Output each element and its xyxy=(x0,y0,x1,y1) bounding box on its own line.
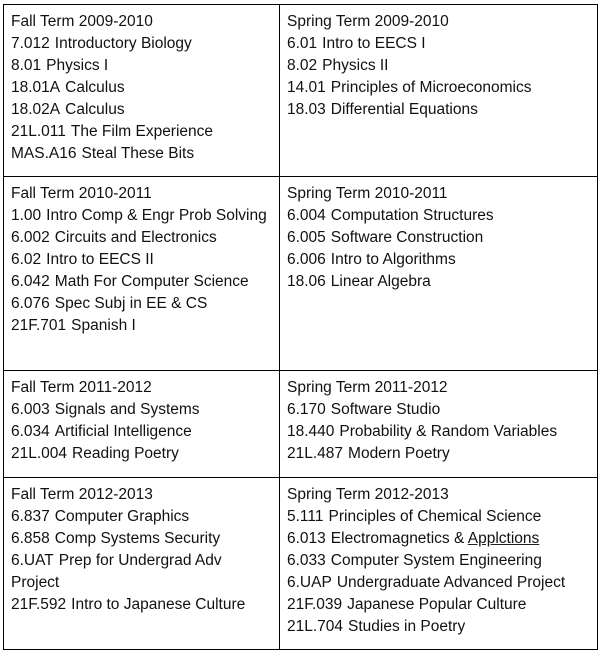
term-title: Fall Term 2010-2011 xyxy=(11,185,152,202)
course-name: Japanese Popular Culture xyxy=(347,596,527,613)
course-name: Studies in Poetry xyxy=(348,618,466,635)
course-entry xyxy=(11,293,273,315)
course-code: 6.UAT xyxy=(11,552,54,569)
course-name: Intro to Algorithms xyxy=(330,251,456,268)
course-code: 21L.004 xyxy=(11,445,68,462)
course-entry xyxy=(11,55,273,77)
fall-term-cell xyxy=(4,177,280,371)
term-title: Spring Term 2009-2010 xyxy=(287,13,449,30)
course-code: 6.UAP xyxy=(287,574,332,591)
term-title: Fall Term 2012-2013 xyxy=(11,486,153,503)
term-title: Spring Term 2010-2011 xyxy=(287,185,448,202)
course-code: 6.005 xyxy=(287,229,326,246)
course-entry xyxy=(11,271,273,293)
course-name: Prep for Undergrad Adv Project xyxy=(11,552,222,591)
course-code: 21L.704 xyxy=(287,618,344,635)
course-name: Linear Algebra xyxy=(330,273,431,290)
spring-term-cell xyxy=(280,177,598,371)
course-entry xyxy=(11,143,273,165)
course-code: 6.170 xyxy=(287,401,326,418)
course-code: 8.02 xyxy=(287,57,318,74)
course-entry xyxy=(287,506,591,528)
course-entry xyxy=(287,55,591,77)
course-entry xyxy=(287,205,591,227)
course-code: 8.01 xyxy=(11,57,42,74)
course-name: Modern Poetry xyxy=(348,445,450,462)
course-code: 21L.011 xyxy=(11,123,66,140)
course-entry xyxy=(11,121,273,143)
course-name: Artificial Intelligence xyxy=(54,423,192,440)
course-name: Intro to EECS I xyxy=(322,35,426,52)
course-name: Electromagnetics & xyxy=(330,530,468,547)
term-title: Spring Term 2012-2013 xyxy=(287,486,449,503)
course-entry xyxy=(11,77,273,99)
course-entry xyxy=(11,506,273,528)
table-row xyxy=(4,371,598,478)
course-entry xyxy=(11,550,273,594)
course-entry xyxy=(11,33,273,55)
course-code: 18.440 xyxy=(287,423,335,440)
fall-term-cell xyxy=(4,5,280,177)
course-entry xyxy=(287,33,591,55)
course-code: 21F.039 xyxy=(287,596,343,613)
course-code: 1.00 xyxy=(11,207,42,224)
course-name: Intro Comp & Engr Prob Solving xyxy=(46,207,267,224)
course-name: Intro to Japanese Culture xyxy=(71,596,246,613)
course-name: Circuits and Electronics xyxy=(54,229,217,246)
course-entry xyxy=(287,271,591,293)
fall-term-cell xyxy=(4,478,280,650)
course-entry xyxy=(287,77,591,99)
course-code: 6.034 xyxy=(11,423,50,440)
course-entry xyxy=(11,227,273,249)
course-entry xyxy=(287,572,591,594)
course-entry xyxy=(11,443,273,465)
course-code: 7.012 xyxy=(11,35,50,52)
course-entry xyxy=(287,227,591,249)
course-name: Spec Subj in EE & CS xyxy=(54,295,208,312)
course-name: Steal These Bits xyxy=(81,145,195,162)
table-row xyxy=(4,5,598,177)
course-name: Physics II xyxy=(322,57,389,74)
course-code: 21L.487 xyxy=(287,445,344,462)
course-name: Computer System Engineering xyxy=(330,552,542,569)
course-code: 18.01A xyxy=(11,79,61,96)
course-name: Principles of Microeconomics xyxy=(330,79,532,96)
course-code: 6.033 xyxy=(287,552,326,569)
course-code: 6.003 xyxy=(11,401,50,418)
course-code: 18.06 xyxy=(287,273,326,290)
course-code: 14.01 xyxy=(287,79,326,96)
course-entry xyxy=(287,399,591,421)
course-entry xyxy=(287,550,591,572)
course-name: Spanish I xyxy=(71,317,136,334)
course-name: Calculus xyxy=(65,101,125,118)
course-entry xyxy=(287,594,591,616)
course-name: Calculus xyxy=(65,79,125,96)
course-code: 6.002 xyxy=(11,229,50,246)
course-entry xyxy=(11,99,273,121)
spring-term-cell xyxy=(280,5,598,177)
course-name: Reading Poetry xyxy=(72,445,179,462)
course-entry xyxy=(11,315,273,337)
table-row xyxy=(4,478,598,650)
course-entry xyxy=(11,399,273,421)
course-name: Introductory Biology xyxy=(54,35,192,52)
term-title: Fall Term 2009-2010 xyxy=(11,13,153,30)
course-code: 21F.701 xyxy=(11,317,67,334)
course-entry xyxy=(11,421,273,443)
course-name: Software Construction xyxy=(330,229,484,246)
course-code: 18.02A xyxy=(11,101,61,118)
course-name: Principles of Chemical Science xyxy=(328,508,542,525)
course-entry xyxy=(287,249,591,271)
table-row xyxy=(4,177,598,371)
course-entry xyxy=(287,421,591,443)
course-code: 18.03 xyxy=(287,101,326,118)
course-schedule-table xyxy=(3,4,598,650)
course-name: Comp Systems Security xyxy=(54,530,221,547)
course-code: 6.837 xyxy=(11,508,50,525)
course-code: 6.02 xyxy=(11,251,42,268)
course-code: 6.858 xyxy=(11,530,50,547)
course-entry xyxy=(11,594,273,616)
course-name: Computer Graphics xyxy=(54,508,190,525)
course-code: 6.01 xyxy=(287,35,318,52)
spring-term-cell xyxy=(280,371,598,478)
course-entry xyxy=(287,528,591,550)
course-name: The Film Experience xyxy=(70,123,214,140)
course-entry xyxy=(287,99,591,121)
spring-term-cell xyxy=(280,478,598,650)
course-code: 6.076 xyxy=(11,295,50,312)
course-code: 6.042 xyxy=(11,273,50,290)
course-name: Physics I xyxy=(46,57,109,74)
course-code: MAS.A16 xyxy=(11,145,77,162)
fall-term-cell xyxy=(4,371,280,478)
term-title: Spring Term 2011-2012 xyxy=(287,379,448,396)
course-entry xyxy=(11,205,273,227)
course-name: Signals and Systems xyxy=(54,401,200,418)
course-name: Math For Computer Science xyxy=(54,273,249,290)
term-title: Fall Term 2011-2012 xyxy=(11,379,152,396)
course-name: Differential Equations xyxy=(330,101,478,118)
course-entry xyxy=(287,616,591,638)
course-entry xyxy=(11,528,273,550)
course-name: Probability & Random Variables xyxy=(339,423,558,440)
course-name: Computation Structures xyxy=(330,207,494,224)
course-entry xyxy=(287,443,591,465)
course-code: 5.111 xyxy=(287,508,324,525)
course-code: 21F.592 xyxy=(11,596,67,613)
course-name-underlined: Applctions xyxy=(467,530,540,547)
course-name: Undergraduate Advanced Project xyxy=(336,574,566,591)
course-entry xyxy=(11,249,273,271)
course-name: Intro to EECS II xyxy=(46,251,154,268)
course-name: Software Studio xyxy=(330,401,441,418)
course-code: 6.013 xyxy=(287,530,326,547)
course-code: 6.006 xyxy=(287,251,326,268)
course-code: 6.004 xyxy=(287,207,326,224)
